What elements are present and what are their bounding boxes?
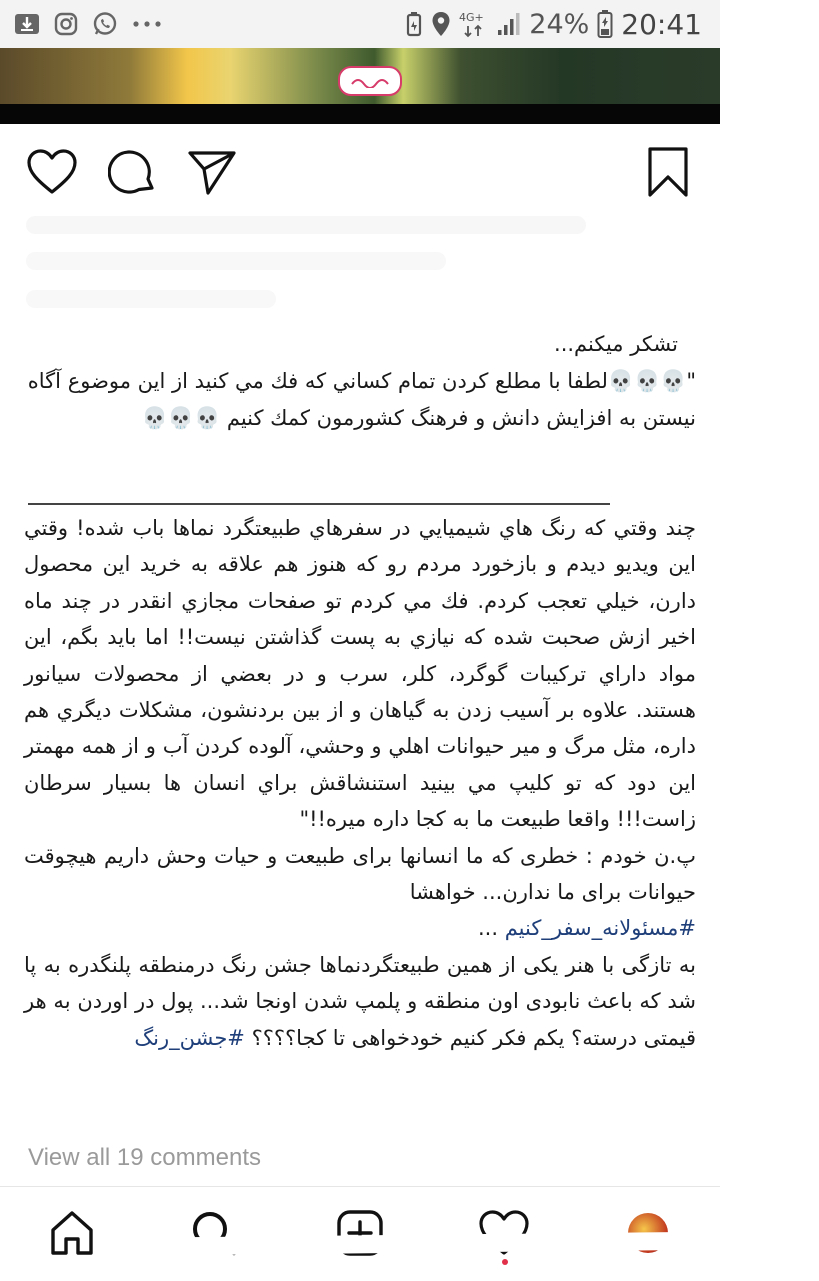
location-icon (431, 11, 451, 37)
whatsapp-icon (92, 11, 118, 37)
caption-divider (28, 503, 610, 505)
network-4g-icon (459, 10, 489, 38)
obscured-likes-row (26, 216, 586, 234)
activity-heart-icon[interactable] (476, 1205, 532, 1261)
hashtag-line (24, 910, 696, 946)
signal-icon (497, 12, 521, 36)
battery-percent: 24% (529, 8, 590, 40)
body-closing-text: به تازگی با هنر یکی از همین طبیعتگردنماها جشن رنگ درمنطقه پلنگدره به پا شد که باعث نابودی اون منطقه و پلمپ شدن اونجا شد... پول در اوردن به هر قیمتی درسته؟ یکم فکر کنیم خودخواهی تا کجا؟؟؟؟ (24, 952, 696, 1050)
post-body (24, 510, 696, 1056)
obscured-row (26, 290, 276, 308)
body-closing (24, 947, 696, 1056)
caption-thanks: تشكر ميكنم... (554, 332, 678, 356)
hashtag-responsible-travel[interactable]: #مسئولانه_سفر_کنیم (504, 916, 696, 941)
bookmark-icon[interactable] (642, 146, 694, 198)
like-heart-icon[interactable] (26, 146, 78, 198)
post-action-row (0, 124, 720, 220)
hashtag-line-suffix: ... (478, 916, 505, 941)
battery-saver-icon (405, 11, 423, 37)
home-icon[interactable] (44, 1205, 100, 1261)
network-label: 4G+ (459, 11, 485, 24)
more-dots-icon (132, 20, 162, 28)
obscured-username-row (26, 252, 446, 270)
profile-avatar[interactable] (620, 1205, 676, 1261)
view-all-comments-link[interactable]: View all 19 comments (28, 1144, 261, 1171)
activity-notification-dot (502, 1259, 508, 1265)
body-paragraph: چند وقتي که رنگ هاي شيميايي در سفرهاي طبيعتگرد نماها باب شده! وقتي اين ويديو ديدم و بازخورد مردم رو که هنوز هم علاقه به خريد اين محصول دارن، خيلي تعجب کردم. فك مي کردم تو صفحات مجازي انقدر در چند ماه اخير ازش صحبت شده که نيازي به پست گذاشتن نيست!! اما بايد بگم، اين مواد داراي ترکيبات گوگرد، کلر، سرب و در بعضي از محصولات سيانور هستند. علاوه بر آسيب زدن به گياهان و از بين بردنشون، مشکلات ديگري هم داره، مثل مرگ و مير حيوانات اهلي و وحشي، آلوده کردن آب و از همه مهمتر اين دود که تو کليپ مي بينيد استنشاقش براي انسان ها بسيار سرطان زاست!!! واقعا طبيعت ما به کجا داره ميره!!" (24, 516, 696, 832)
bottom-navigation (0, 1186, 720, 1281)
media-bottom-edge (0, 104, 720, 124)
clock-time: 20:41 (621, 7, 702, 41)
download-icon (14, 13, 40, 35)
comment-icon[interactable] (106, 146, 158, 198)
hashtag-color-festival[interactable]: #جشن_رنگ (134, 1025, 245, 1050)
caption-request: "💀💀💀لطفا با مطلع کردن تمام کساني که فك مي کنيد از اين موضوع آگاه نيستن به افزايش دانش و فرهنگ کشورمون كمك كنيم 💀💀💀 (27, 369, 696, 430)
add-post-icon[interactable] (332, 1205, 388, 1261)
media-logo-badge (338, 66, 402, 96)
share-send-icon[interactable] (186, 146, 238, 198)
instagram-icon (54, 12, 78, 36)
battery-icon (597, 10, 613, 38)
post-caption (24, 326, 696, 437)
status-bar (0, 0, 720, 48)
body-ps: پ.ن خودم : خطری که ما انسانها برای طبیعت و حیات وحش داریم هیچوقت حیوانات برای ما ندارن... خواهشا (24, 843, 696, 905)
post-media-video[interactable] (0, 48, 720, 104)
